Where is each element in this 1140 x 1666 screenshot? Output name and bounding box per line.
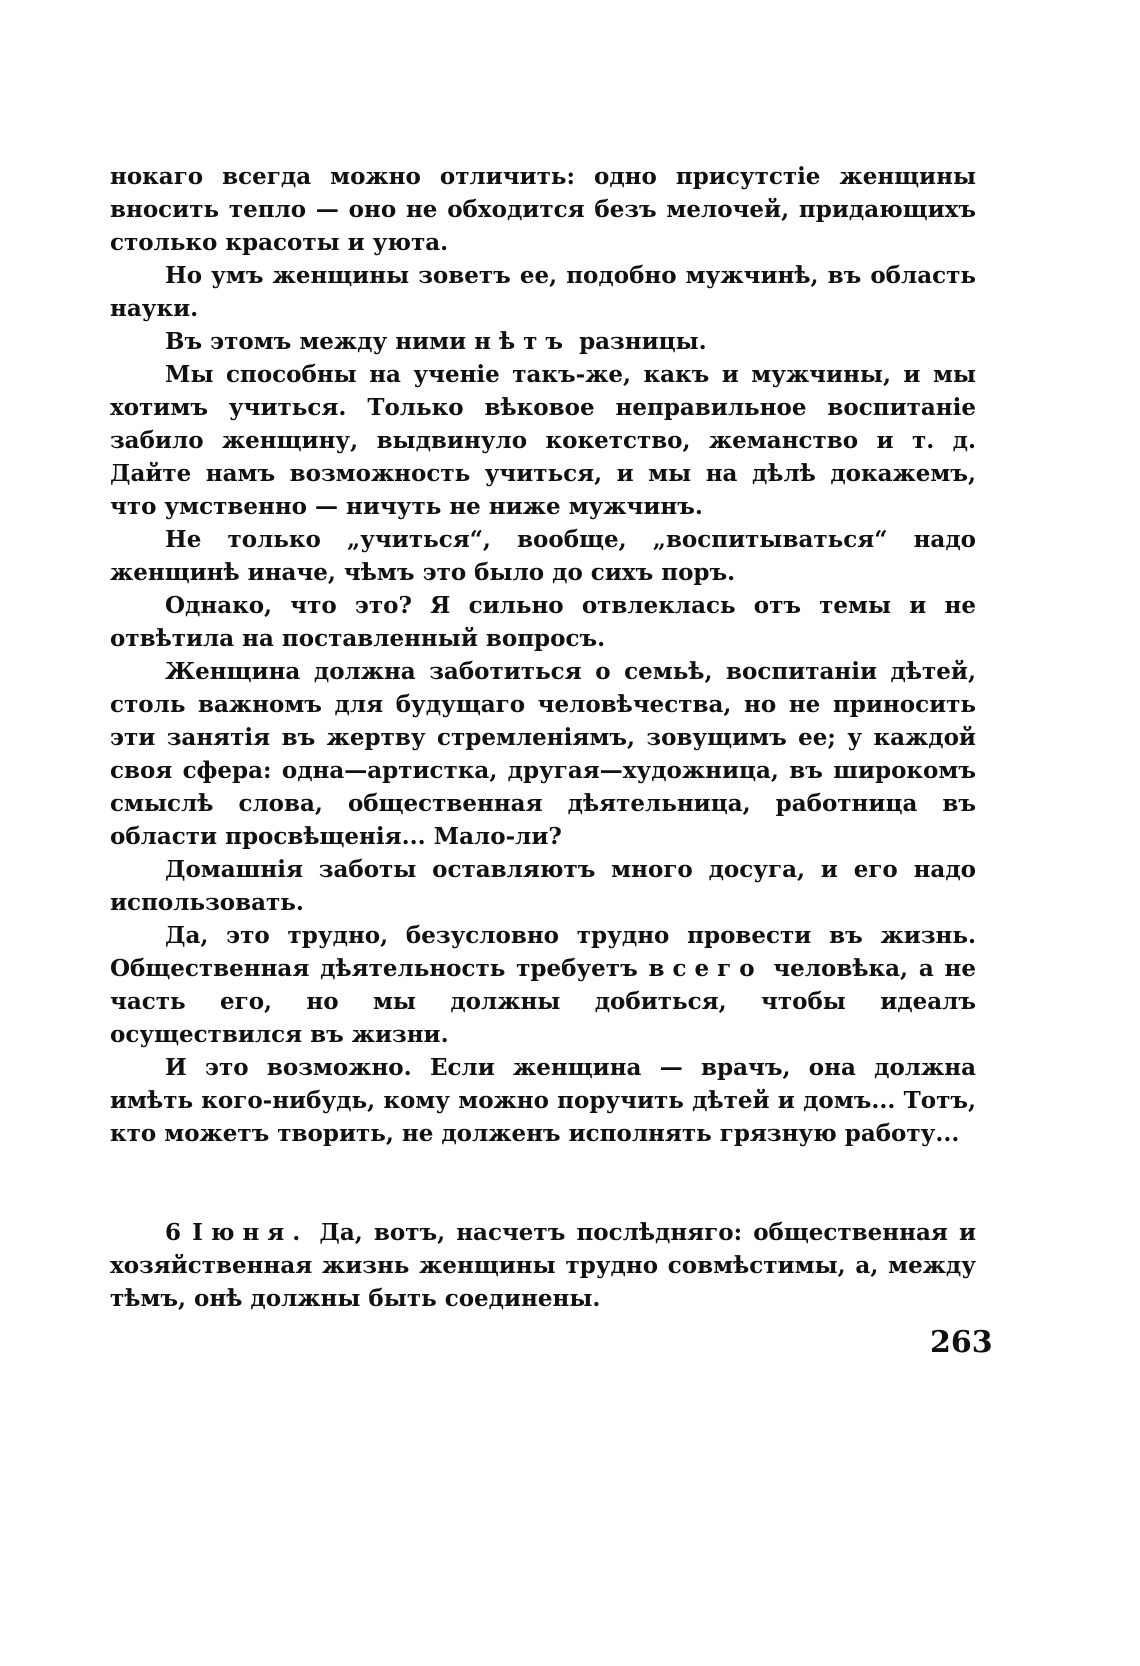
paragraph-3-after: разницы. [571, 328, 707, 355]
page-number: 263 [930, 1325, 993, 1360]
paragraph-9-spaced-emphasis: всего [648, 955, 763, 982]
paragraph-3-before: Въ этомъ между ними [165, 328, 475, 355]
paragraph-9-after: человѣка, а не часть его, но мы должны добиться, чтобы идеалъ осуществился въ жизни. [110, 955, 976, 1048]
paragraph-6: Однако, что это? Я сильно отвлеклась отъ темы и не отвѣтила на поставленный вопросъ. [110, 592, 976, 652]
paragraph-10: И это возможно. Если женщина — врачъ, она должна имѣть кого-нибудь, кому можно поручить дѣтей и домъ... Тотъ, кто можетъ творить, не долженъ исполнять грязную работу... [110, 1054, 976, 1147]
book-page-text [110, 160, 976, 1315]
paragraph-2: Но умъ женщины зоветъ ее, подобно мужчинѣ, въ область науки. [110, 262, 976, 322]
paragraph-5: Не только „учиться“, вообще, „воспитываться“ надо женщинѣ иначе, чѣмъ это было до сихъ поръ. [110, 526, 976, 586]
paragraph-9-before: Да, это трудно, безусловно трудно провести въ жизнь. Общественная дѣятельность требуетъ [110, 922, 976, 982]
paragraph-3-spaced-emphasis: нѣтъ [474, 328, 572, 355]
section-gap [110, 1150, 976, 1216]
diary-entry-date-number: 6 [165, 1219, 193, 1246]
diary-entry-text: Да, вотъ, насчетъ послѣдняго: общественная и хозяйственная жизнь женщины трудно совмѣстимы, а, между тѣмъ, онѣ должны быть соединены. [110, 1219, 977, 1312]
paragraph-1: нокаго всегда можно отличить: одно присутстіе женщины вносить тепло — оно не обходится безъ мелочей, придающихъ столько красоты и уюта. [110, 163, 976, 256]
paragraph-7: Женщина должна заботиться о семьѣ, воспитаніи дѣтей, столь важномъ для будущаго человѣчества, но не приносить эти занятія въ жертву стремленіямъ, зовущимъ ее; у каждой своя сфера: одна—артистка, другая—художница, въ широкомъ смыслѣ слова, общественная дѣятельница, работница въ области просвѣщенія... Мало-ли? [110, 658, 976, 850]
diary-entry-date-month: Іюня. [192, 1219, 309, 1246]
paragraph-9 [110, 919, 976, 1051]
paragraph-4: Мы способны на ученіе такъ-же, какъ и мужчины, и мы хотимъ учиться. Только вѣковое неправильное воспитаніе забило женщину, выдвинуло кокетство, жеманство и т. д. Дайте намъ возможность учиться, и мы на дѣлѣ докажемъ, что умственно — ничуть не ниже мужчинъ. [110, 361, 976, 520]
paragraph-3 [110, 325, 976, 358]
diary-entry [110, 1216, 976, 1315]
paragraph-8: Домашнія заботы оставляютъ много досуга, и его надо использовать. [110, 856, 976, 916]
